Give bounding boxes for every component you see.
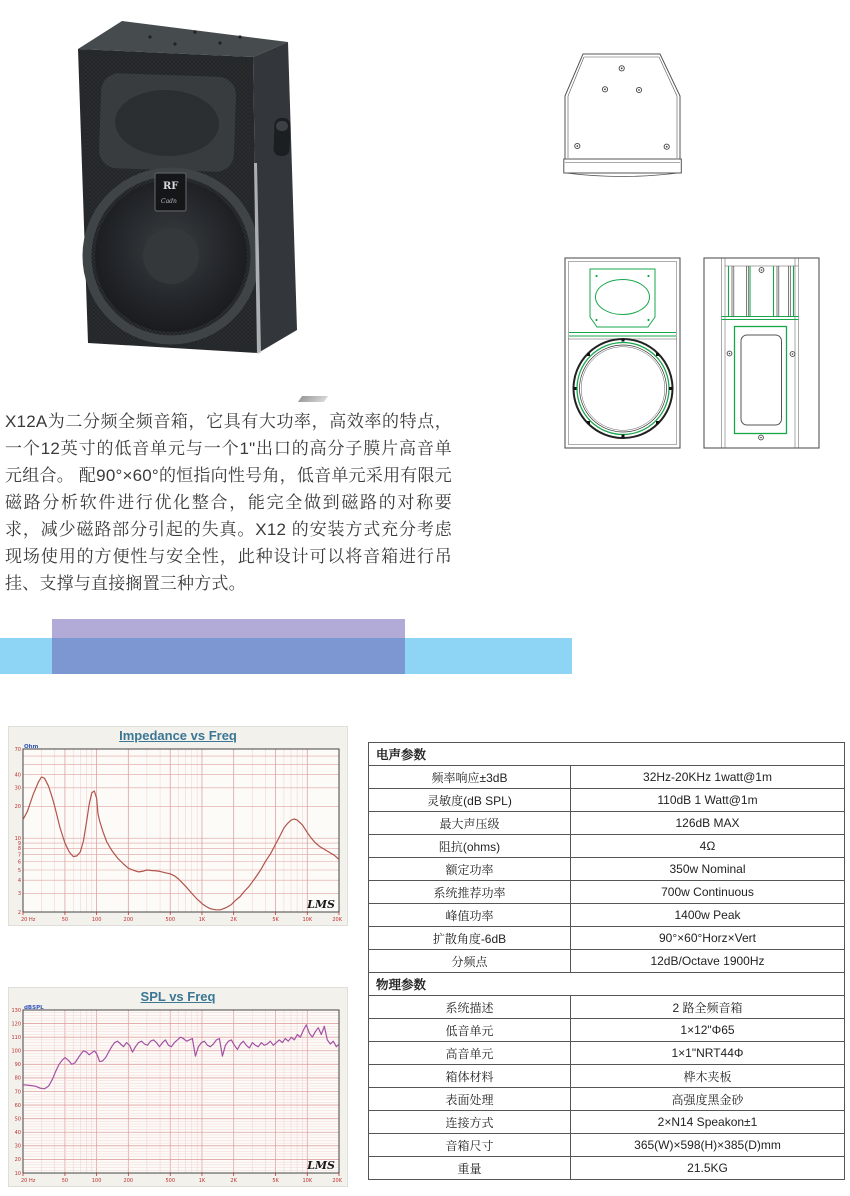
table-row — [369, 927, 845, 950]
table-row — [369, 1042, 845, 1065]
table-row — [369, 881, 845, 904]
svg-text:4: 4 — [17, 878, 21, 885]
svg-text:20K: 20K — [332, 917, 342, 923]
impedance-chart-title: Impedance vs Freq — [119, 728, 237, 743]
spec-label: 音箱尺寸 — [369, 1134, 571, 1157]
svg-text:10: 10 — [14, 1170, 21, 1177]
smudge-mark — [298, 396, 328, 402]
table-row — [369, 904, 845, 927]
table-row — [369, 1065, 845, 1088]
table-row — [369, 766, 845, 789]
svg-text:dBSPL: dBSPL — [24, 1005, 44, 1012]
svg-text:20 Hz: 20 Hz — [21, 917, 36, 923]
speaker-horn — [98, 73, 236, 173]
spl-chart-title: SPL vs Freq — [140, 989, 216, 1004]
svg-text:40: 40 — [14, 772, 21, 779]
svg-text:2K: 2K — [230, 917, 237, 923]
spec-label: 频率响应±3dB — [369, 766, 571, 789]
spec-label: 灵敏度(dB SPL) — [369, 789, 571, 812]
svg-text:9: 9 — [17, 840, 21, 847]
spec-label: 阻抗(ohms) — [369, 835, 571, 858]
svg-text:5: 5 — [17, 867, 21, 874]
svg-text:5K: 5K — [272, 917, 279, 923]
svg-text:10: 10 — [14, 836, 21, 843]
spec-table — [368, 742, 845, 1180]
table-row — [369, 996, 845, 1019]
svg-text:2: 2 — [17, 909, 21, 916]
spec-value: 110dB 1 Watt@1m — [571, 789, 845, 812]
svg-text:2K: 2K — [230, 1178, 237, 1184]
svg-text:110: 110 — [11, 1034, 21, 1041]
spec-label: 高音单元 — [369, 1042, 571, 1065]
table-section-row — [369, 973, 845, 996]
top-view-drawing — [563, 52, 682, 178]
spec-value: 高强度黑金砂 — [571, 1088, 845, 1111]
svg-text:20: 20 — [14, 1157, 21, 1164]
svg-text:LMS: LMS — [307, 898, 335, 911]
spec-value: 2 路全频音箱 — [571, 996, 845, 1019]
spec-label: 系统推荐功率 — [369, 881, 571, 904]
spec-value: 12dB/Octave 1900Hz — [571, 950, 845, 973]
svg-text:130: 130 — [11, 1007, 21, 1014]
rear-recess — [741, 335, 782, 425]
table-section-row — [369, 743, 845, 766]
svg-text:10K: 10K — [302, 1178, 313, 1184]
svg-text:Ohm: Ohm — [24, 744, 39, 751]
spec-value: 1400w Peak — [571, 904, 845, 927]
svg-text:20K: 20K — [332, 1178, 342, 1184]
table-row — [369, 858, 845, 881]
decor-bar-purple — [52, 619, 405, 674]
spec-label: 分频点 — [369, 950, 571, 973]
spec-label: 额定功率 — [369, 858, 571, 881]
spec-value: 2×N14 Speakon±1 — [571, 1111, 845, 1134]
svg-text:7: 7 — [17, 852, 21, 859]
spec-label: 扩散角度-6dB — [369, 927, 571, 950]
table-row — [369, 1019, 845, 1042]
spec-label: 低音单元 — [369, 1019, 571, 1042]
section-title: 物理参数 — [369, 973, 845, 996]
svg-text:LMS: LMS — [307, 1159, 335, 1172]
svg-text:1K: 1K — [198, 917, 206, 923]
spl-chart — [9, 1005, 346, 1185]
svg-text:RF: RF — [163, 181, 179, 192]
svg-text:5K: 5K — [272, 1178, 279, 1184]
brand-badge — [155, 173, 186, 211]
svg-text:3: 3 — [17, 891, 21, 898]
impedance-chart-panel — [8, 726, 348, 926]
svg-text:100: 100 — [11, 1048, 21, 1055]
table-row — [369, 812, 845, 835]
front-view-drawing — [563, 257, 682, 450]
table-row — [369, 1111, 845, 1134]
spec-value: 700w Continuous — [571, 881, 845, 904]
svg-text:100: 100 — [91, 1178, 102, 1184]
spec-label: 最大声压级 — [369, 812, 571, 835]
svg-text:10K: 10K — [302, 917, 313, 923]
svg-text:500: 500 — [165, 1178, 176, 1184]
table-row — [369, 789, 845, 812]
svg-text:1K: 1K — [198, 1178, 206, 1184]
impedance-chart — [9, 744, 346, 924]
rear-view-drawing — [703, 257, 820, 450]
spec-value: 21.5KG — [571, 1157, 845, 1180]
spec-value: 350w Nominal — [571, 858, 845, 881]
svg-text:200: 200 — [123, 917, 134, 923]
product-description: X12A为二分频全频音箱，它具有大功率，高效率的特点，一个12英寸的低音单元与一个1"出口的高分子膜片高音单元组合。 配90°×60°的恒指向性号角，低音单元采用有限元磁路分析软件进行优化整合，能完全做到磁路的对称要求，减少磁路部分引起的失真。X12 的安装方式充分考虑现场使用的方便性与安全性，此种设计可以将音箱进行吊挂、支撑与直接搁置三种方式。 — [5, 412, 452, 593]
svg-text:500: 500 — [165, 917, 176, 923]
spec-label: 箱体材料 — [369, 1065, 571, 1088]
spec-value: 32Hz-20KHz 1watt@1m — [571, 766, 845, 789]
svg-text:80: 80 — [14, 1075, 21, 1082]
spec-value: 126dB MAX — [571, 812, 845, 835]
svg-text:20: 20 — [14, 804, 21, 811]
spec-value: 90°×60°Horz×Vert — [571, 927, 845, 950]
svg-text:30: 30 — [14, 1143, 21, 1150]
svg-text:50: 50 — [61, 1178, 69, 1184]
spec-value: 4Ω — [571, 835, 845, 858]
svg-text:6: 6 — [17, 859, 21, 866]
spec-value: 1×1"NRT44Φ — [571, 1042, 845, 1065]
speaker-photo — [55, 13, 305, 363]
svg-text:30: 30 — [14, 785, 21, 792]
spec-table-body — [369, 743, 845, 1180]
svg-text:100: 100 — [91, 917, 102, 923]
svg-text:120: 120 — [11, 1021, 21, 1028]
table-row — [369, 1088, 845, 1111]
svg-text:Cadn: Cadn — [161, 198, 177, 205]
table-row — [369, 835, 845, 858]
mount-holes — [575, 66, 670, 150]
spec-label: 表面处理 — [369, 1088, 571, 1111]
spec-value: 1×12"Φ65 — [571, 1019, 845, 1042]
svg-text:70: 70 — [14, 1089, 21, 1096]
svg-text:20 Hz: 20 Hz — [21, 1178, 36, 1184]
spec-label: 系统描述 — [369, 996, 571, 1019]
svg-text:200: 200 — [123, 1178, 134, 1184]
section-title: 电声参数 — [369, 743, 845, 766]
spec-value: 365(W)×598(H)×385(D)mm — [571, 1134, 845, 1157]
spec-label: 连接方式 — [369, 1111, 571, 1134]
table-row — [369, 950, 845, 973]
svg-text:40: 40 — [14, 1130, 21, 1137]
spec-value: 桦木夹板 — [571, 1065, 845, 1088]
spl-chart-panel — [8, 987, 348, 1187]
svg-text:50: 50 — [61, 917, 69, 923]
table-row — [369, 1134, 845, 1157]
svg-text:8: 8 — [17, 846, 21, 853]
table-row — [369, 1157, 845, 1180]
svg-text:60: 60 — [14, 1102, 21, 1109]
spec-label: 峰值功率 — [369, 904, 571, 927]
spec-label: 重量 — [369, 1157, 571, 1180]
svg-text:90: 90 — [14, 1062, 21, 1069]
svg-text:50: 50 — [14, 1116, 21, 1123]
svg-text:70: 70 — [14, 746, 21, 753]
